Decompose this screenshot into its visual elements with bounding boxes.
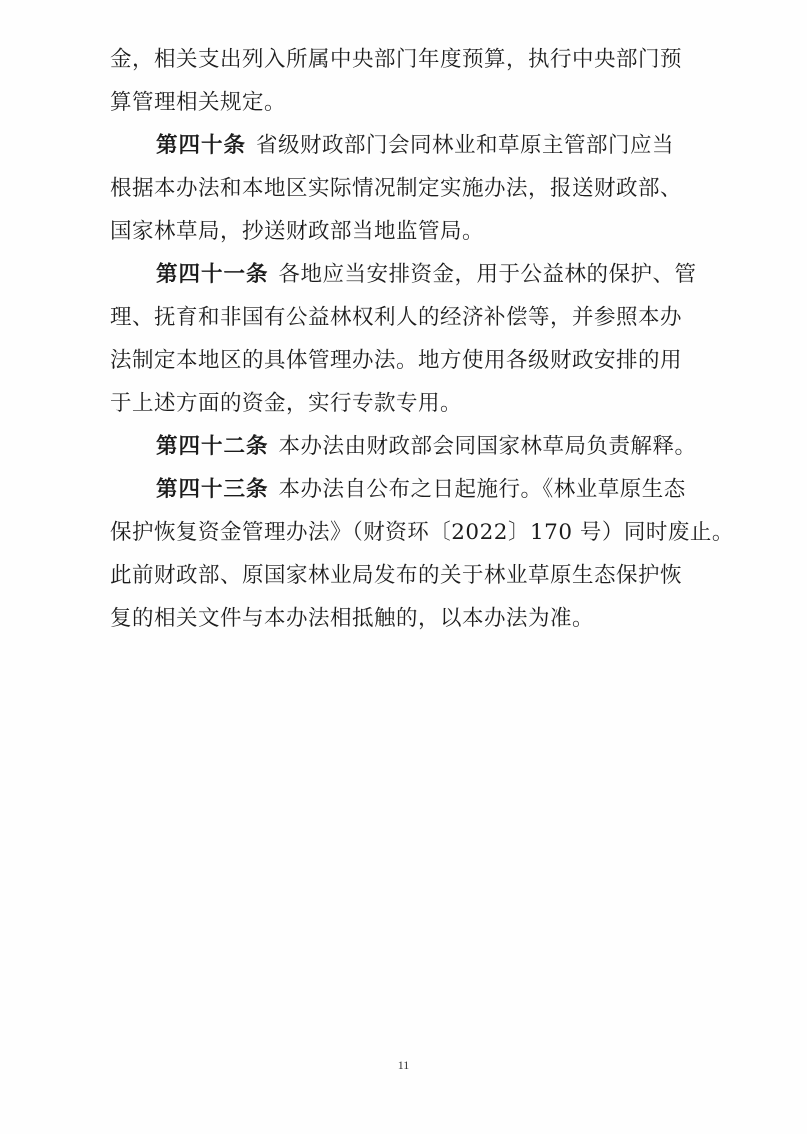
article-number: 第四十一条	[156, 262, 269, 287]
article-first-line	[110, 468, 700, 511]
text-line: 金，相关支出列入所属中央部门年度预算，执行中央部门预	[110, 47, 683, 72]
article-number: 第四十二条	[156, 434, 269, 459]
text-line: 国家林草局，抄送财政部当地监管局。	[110, 219, 485, 244]
article-42	[110, 425, 700, 468]
text-line: 理、抚育和非国有公益林权利人的经济补偿等，并参照本办	[110, 305, 683, 330]
article-43	[110, 468, 734, 640]
article-first-line	[110, 124, 700, 167]
article-40	[110, 124, 700, 253]
article-text: 各地应当安排资金，用于公益林的保护、管	[278, 262, 697, 287]
paragraph-continuation	[110, 38, 700, 124]
article-number: 第四十条	[156, 133, 247, 158]
page-number: 11	[397, 1058, 410, 1072]
article-first-line	[110, 425, 700, 468]
document-body	[110, 38, 734, 640]
text-line: 保护恢复资金管理办法》（财资环〔2022〕170 号）同时废止。	[110, 520, 734, 545]
article-41	[110, 253, 700, 425]
text-line: 根据本办法和本地区实际情况制定实施办法，报送财政部、	[110, 176, 683, 201]
text-line: 算管理相关规定。	[110, 90, 287, 115]
text-line: 法制定本地区的具体管理办法。地方使用各级财政安排的用	[110, 348, 683, 373]
article-text: 本办法由财政部会同国家林草局负责解释。	[278, 434, 697, 459]
article-first-line	[110, 253, 700, 296]
text-line: 此前财政部、原国家林业局发布的关于林业草原生态保护恢	[110, 563, 683, 588]
article-text: 本办法自公布之日起施行。《林业草原生态	[278, 477, 686, 502]
text-line: 于上述方面的资金，实行专款专用。	[110, 391, 463, 416]
article-text: 省级财政部门会同林业和草原主管部门应当	[256, 133, 675, 158]
text-line: 复的相关文件与本办法相抵触的，以本办法为准。	[110, 606, 595, 631]
article-number: 第四十三条	[156, 477, 269, 502]
